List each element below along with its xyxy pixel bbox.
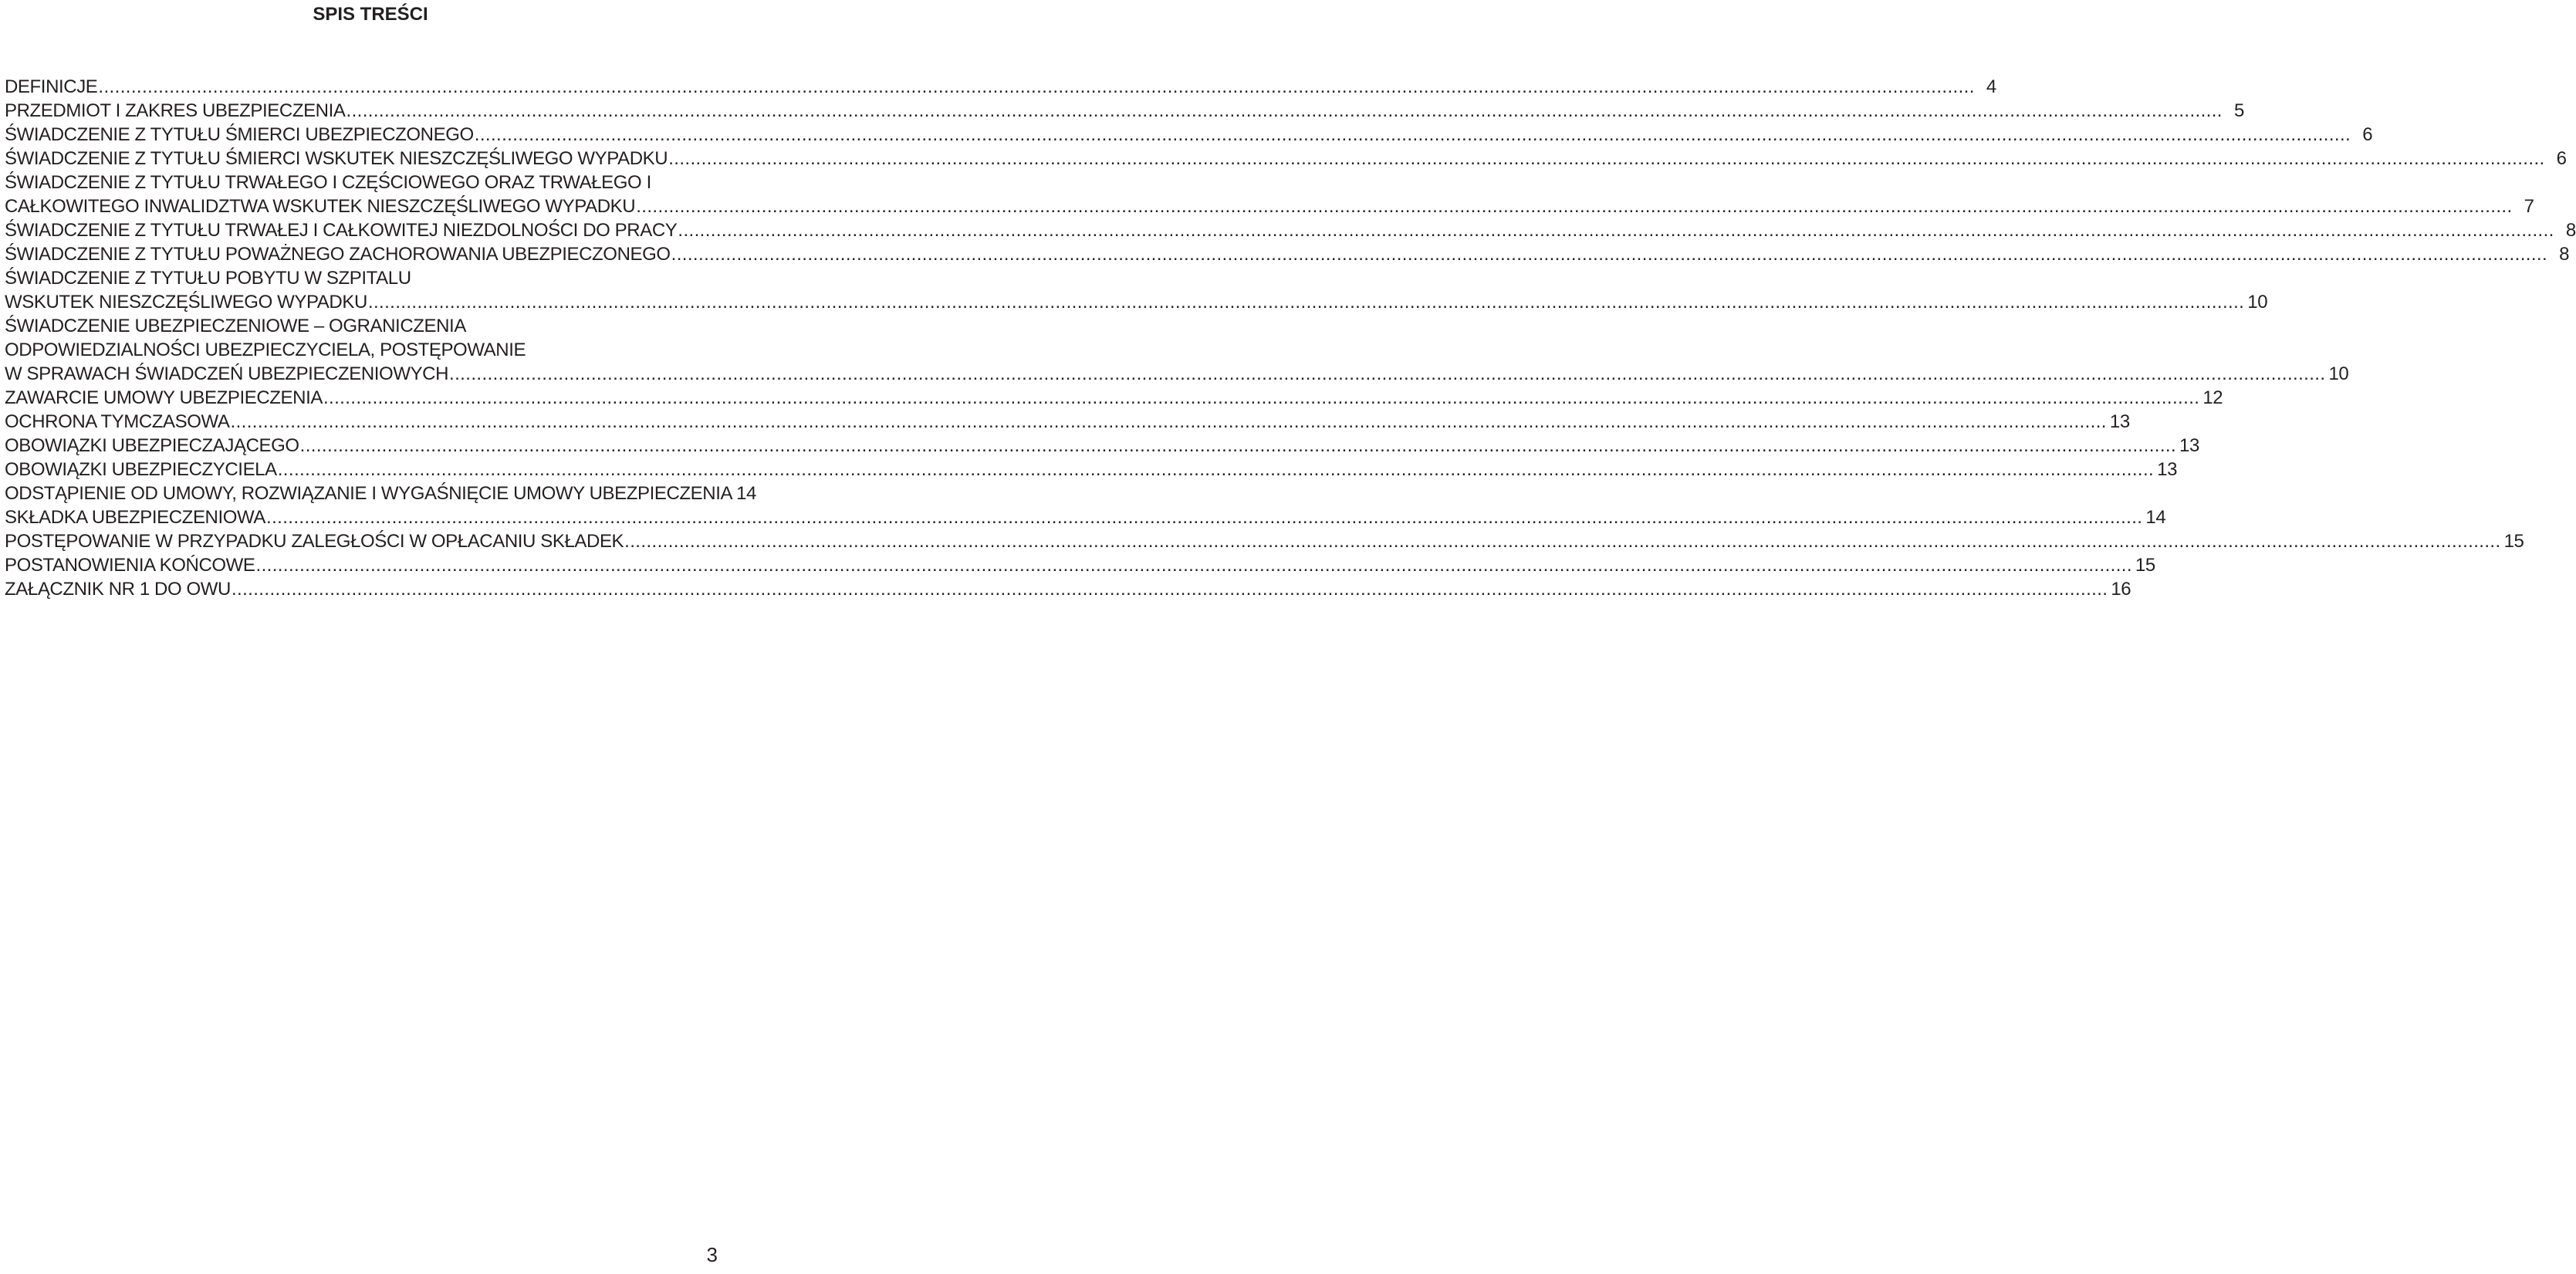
toc-entry-title-line: DEFINICJE	[5, 76, 98, 97]
toc-entry-title-line: ZAŁĄCZNIK NR 1 DO OWU	[5, 579, 231, 600]
toc-entry-title-line: OCHRONA TYMCZASOWA	[5, 411, 230, 432]
dot-leader	[678, 218, 2554, 242]
toc-entry	[5, 386, 2223, 410]
toc-entry-title-line: ŚWIADCZENIE Z TYTUŁU TRWAŁEJ I CAŁKOWITEJ NIEZDOLNOŚCI DO PRACY	[5, 220, 678, 241]
toc-entry	[5, 458, 2178, 482]
toc-entry-title-line: ŚWIADCZENIE UBEZPIECZENIOWE – OGRANICZENIA	[5, 316, 466, 336]
toc-entry-row	[5, 123, 2373, 147]
toc-entry-row	[5, 577, 2131, 601]
toc-page-number: 10	[2247, 292, 2268, 313]
toc-page-number: 13	[2109, 411, 2130, 432]
toc-entry-title-line: W SPRAWACH ŚWIADCZEŃ UBEZPIECZENIOWYCH	[5, 363, 449, 384]
dot-leader	[671, 242, 2547, 266]
toc-entry-title-line: POSTANOWIENIA KOŃCOWE	[5, 555, 255, 576]
toc-entry-title-line: ODSTĄPIENIE OD UMOWY, ROZWIĄZANIE I WYGAŚNIĘCIE UMOWY UBEZPIECZENIA	[5, 483, 733, 504]
dot-leader	[347, 99, 2223, 123]
toc-entry-title-line: ŚWIADCZENIE Z TYTUŁU ŚMIERCI UBEZPIECZONEGO	[5, 124, 474, 145]
toc-entry	[5, 505, 2166, 529]
toc-page-number: 12	[2202, 387, 2223, 408]
toc-entry-title-line: ŚWIADCZENIE Z TYTUŁU POBYTU W SZPITALU	[5, 268, 411, 289]
toc-entry-row	[5, 529, 2524, 553]
toc-page-number: 8	[2559, 244, 2570, 265]
toc-entry-title-line: WSKUTEK NIESZCZĘŚLIWEGO WYPADKU	[5, 292, 367, 313]
toc-entry-row	[5, 434, 2199, 458]
toc-entry	[5, 147, 2567, 171]
toc-entry-row	[5, 505, 2166, 529]
dot-leader	[668, 147, 2544, 171]
dot-leader	[624, 529, 2500, 553]
toc-page-number: 10	[2328, 363, 2349, 384]
toc-entry	[5, 242, 2570, 266]
dot-leader	[475, 123, 2351, 147]
toc-entry	[5, 171, 2534, 218]
toc-entry-title-line: OBOWIĄZKI UBEZPIECZAJĄCEGO	[5, 435, 299, 456]
toc-entry-title-line: ŚWIADCZENIE Z TYTUŁU POWAŻNEGO ZACHOROWANIA UBEZPIECZONEGO	[5, 244, 671, 265]
page-number: 3	[706, 1243, 718, 1266]
dot-leader	[256, 553, 2132, 577]
toc-entry	[5, 434, 2199, 458]
toc-entry-row	[5, 242, 2570, 266]
toc-page-number: 5	[2233, 100, 2244, 121]
toc-page-number: 4	[1986, 76, 1996, 97]
toc-page-number: 13	[2157, 459, 2178, 480]
toc-entry-row	[5, 99, 2244, 123]
dot-leader	[368, 290, 2244, 314]
dot-leader	[278, 458, 2154, 482]
toc-entry	[5, 553, 2155, 577]
page-title: SPIS TREŚCI	[313, 4, 428, 25]
toc-page-number: 15	[2503, 531, 2524, 552]
toc-entry-row	[5, 75, 1996, 99]
toc-entry-row	[5, 147, 2567, 171]
dot-leader	[231, 410, 2107, 434]
toc-page-number: 6	[2362, 124, 2373, 145]
toc-entry-title-line: ŚWIADCZENIE Z TYTUŁU ŚMIERCI WSKUTEK NIESZCZĘŚLIWEGO WYPADKU	[5, 148, 668, 169]
table-of-contents	[5, 75, 2576, 601]
toc-entry	[5, 123, 2373, 147]
toc-entry	[5, 529, 2524, 553]
toc-entry-title-line: SKŁADKA UBEZPIECZENIOWA	[5, 507, 265, 528]
toc-entry-row	[5, 386, 2223, 410]
toc-entry-title-line: ODPOWIEDZIALNOŚCI UBEZPIECZYCIELA, POSTĘPOWANIE	[5, 340, 526, 360]
toc-entry	[5, 482, 756, 505]
dot-leader	[266, 505, 2142, 529]
toc-entry-title-line: ŚWIADCZENIE Z TYTUŁU TRWAŁEGO I CZĘŚCIOWEGO ORAZ TRWAŁEGO I	[5, 172, 651, 193]
toc-entry-title-line: CAŁKOWITEGO INWALIDZTWA WSKUTEK NIESZCZĘŚLIWEGO WYPADKU	[5, 196, 636, 217]
toc-entry-row	[5, 362, 2349, 386]
toc-entry-row	[5, 218, 2576, 242]
dot-leader	[323, 386, 2199, 410]
toc-entry	[5, 410, 2130, 434]
toc-entry-row	[5, 194, 2534, 218]
toc-entry-title-line: POSTĘPOWANIE W PRZYPADKU ZALEGŁOŚCI W OPŁACANIU SKŁADEK	[5, 531, 624, 552]
toc-entry	[5, 99, 2244, 123]
toc-page-number: 14	[736, 483, 756, 504]
toc-entry	[5, 75, 1996, 99]
toc-entry-row	[5, 410, 2130, 434]
toc-entry-row	[5, 290, 2268, 314]
toc-entry-title-line: ZAWARCIE UMOWY UBEZPIECZENIA	[5, 387, 323, 408]
toc-entry-row	[5, 482, 756, 505]
toc-page-number: 15	[2135, 555, 2155, 576]
dot-leader	[232, 577, 2108, 601]
toc-page-number: 14	[2145, 507, 2166, 528]
toc-page-number: 6	[2556, 148, 2567, 169]
dot-leader	[636, 194, 2512, 218]
dot-leader	[300, 434, 2176, 458]
toc-entry-title-line: PRZEDMIOT I ZAKRES UBEZPIECZENIA	[5, 100, 346, 121]
toc-page-number: 7	[2524, 196, 2534, 217]
dot-leader	[449, 362, 2325, 386]
toc-page-number: 16	[2111, 579, 2131, 600]
toc-entry	[5, 266, 2268, 314]
toc-entry-title-line: OBOWIĄZKI UBEZPIECZYCIELA	[5, 459, 277, 480]
dot-leader	[98, 75, 1974, 99]
toc-entry-row	[5, 553, 2155, 577]
toc-entry	[5, 577, 2131, 601]
toc-page-number: 13	[2179, 435, 2199, 456]
toc-entry-row	[5, 458, 2178, 482]
toc-page-number: 8	[2565, 220, 2576, 241]
toc-entry	[5, 314, 2349, 386]
toc-entry	[5, 218, 2576, 242]
